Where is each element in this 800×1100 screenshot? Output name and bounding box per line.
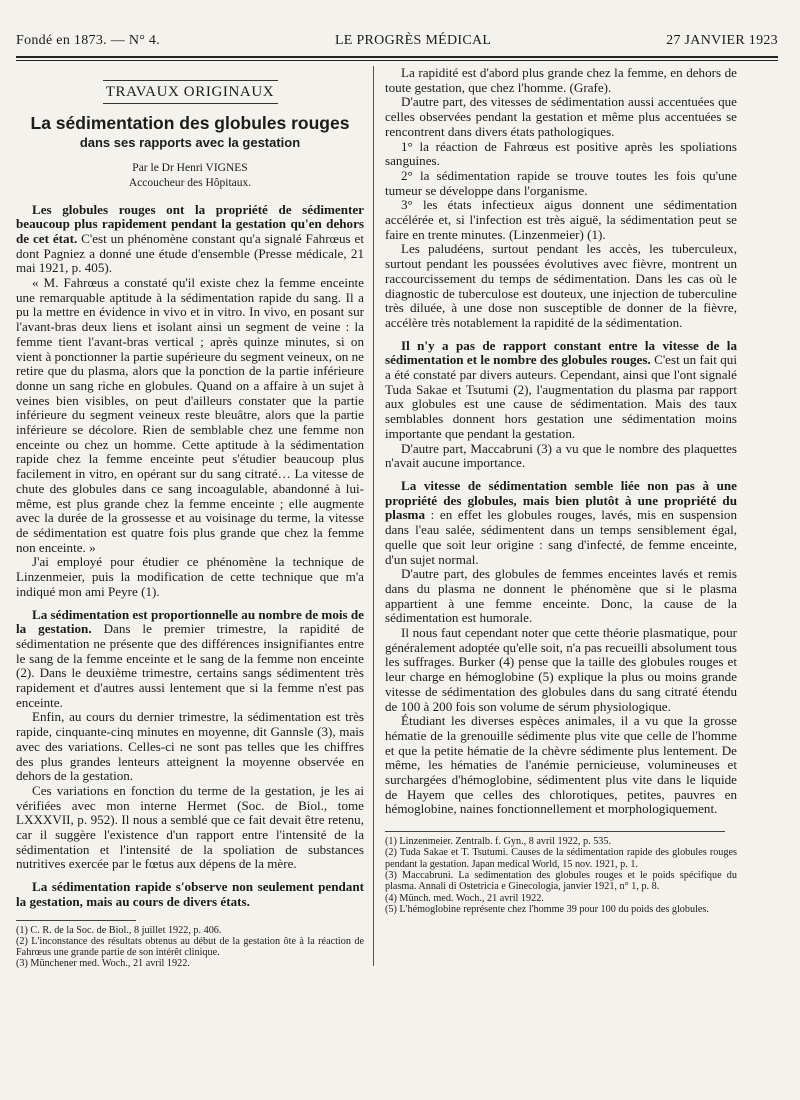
lead-text: La sédimentation est proportionnelle au nombre de mois de la gestation. [16,606,364,637]
footnote: (3) Münchener med. Woch., 21 avril 1922. [16,958,190,970]
section-heading: TRAVAUX ORIGINAUX [103,80,278,104]
paragraph: D'autre part, Maccabruni (3) a vu que le nombre des plaquettes n'avait aucune importance. [385,440,737,471]
paragraph: La rapidité est d'abord plus grande chez la femme, en dehors de toute gestation, que chez l'homme. (Grafe). [385,65,737,95]
paragraph: J'ai employé pour étudier ce phénomène la technique de Linzenmeier, puis la modification de cette technique que m'a indiqué mon ami Peyre (1). [16,554,364,599]
paragraph [16,203,364,277]
page-header [16,33,778,55]
journal-title: LE PROGRÈS MÉDICAL [334,33,492,48]
article-subtitle: dans ses rapports avec la gestation [79,135,301,151]
lead-text: La vitesse de sédimentation semble liée non pas à une propriété des globules, mais bien plutôt à une propriété du plasma [385,477,737,523]
issue-date: 27 JANVIER 1923 [666,33,778,48]
author-byline: Par le Dr Henri VIGNES [132,162,248,175]
paragraph: Enfin, au cours du dernier trimestre, la sédimentation est très rapide, cinquante-cinq minutes en moyenne, dit Gannsle (3), mais avec des variations. Celles-ci ne sont pas telles que les chiffres des plus grandes lenteurs atteignent la moyenne observée en dehors de la gestation. [16,709,364,784]
founded-line: Fondé en 1873. — N° 4. [16,33,161,48]
paragraph [16,608,364,711]
body-text: : en effet les globules rouges, lavés, mis en suspension dans l'eau salée, sédimentent dans un temps sensiblement égal, quelle que soit leur origine : sang d'infecté, de femme enceinte, d'un sujet normal. [385,507,737,567]
paragraph: D'autre part, des vitesses de sédimentation aussi accentuées que celles observées pendant la gestation et même plus accentuées se rencontrent dans divers états pathologiques. [385,94,737,139]
lead-text: Il n'y a pas de rapport constant entre la vitesse de la sédimentation et le nombre des globules rouges. [385,337,737,368]
author-role: Accoucheur des Hôpitaux. [128,176,252,189]
paragraph: D'autre part, des globules de femmes enceintes lavés et remis dans du plasma ne donnent le phénomène que si le plasma appartient à une femme enceinte. Donc, la cause de la sédimentation est humorale. [385,566,737,626]
paragraph: 2° la sédimentation rapide se trouve toutes les fois qu'une tumeur se développe dans l'organisme. [385,167,737,198]
body-text: C'est un phénomène constant qu'a signalé Fahrœus et dont Pagniez a donné une étude d'ensemble (Presse médicale, 21 mai 1921, p. 405). [16,230,364,276]
left-column [16,66,364,970]
footnote: (2) L'inconstance des résultats obtenus au début de la gestation ôte à la réaction de Fahrœus une grande partie de son intérêt clinique. [16,935,364,959]
paragraph: Les paludéens, surtout pendant les accès, les tuberculeux, surtout pendant les poussées évolutives avec fièvre, montrent un raccourcissement du temps de sédimentation. Dans les cas où le diagnostic de tuberculose est douteux, une injection de tuberculine très diluée, à une dose non susceptible de donner de la fièvre, accélère très notablement la rapidité de la sédimentation. [385,241,737,330]
paragraph: « M. Fahrœus a constaté qu'il existe chez la femme enceinte une remarquable aptitude à la sédimentation rapide du sang. Il a pu la mettre en évidence in vivo et in vitro. In vivo, en posant sur l'avant-bras deux liens et isolant ainsi un segment de veine : la femme tient l'avant-bras vertical ; après quinze minutes, si on vient à ponctionner la partie supérieure du segment veineux, on ne retire que du plasma, alors que la ponction de la partie inférieure donne un sang riche en globules. Quand on a affaire à un sujet à veines bien visibles, on peut d'ailleurs constater que la partie inférieure du segment veineux reste bleuâtre, alors que la partie inférieure se décolore. Rien de semblable chez une femme non enceinte ou chez un homme. Cette aptitude à la sédimentation rapide chez la femme enceinte peut s'étudier beaucoup plus facilement in vitro, en opérant sur du sang citraté… La vitesse de chute des globules dans ce sang incoagulable, abandonné à lui-même, est plus grande chez la femme enceinte ; elle augmente avec la durée de la grossesse et au voisinage du terme, la vitesse de sédimentation est quatre fois plus grande que chez la femme non enceinte. » [16,275,364,555]
header-rule [16,56,778,58]
right-column [385,66,737,915]
footnote: (3) Maccabruni. La sedimentation des globules rouges et le poids spécifique du plasma. Annali di Ostetricia e Ginecologia, janvier 1921, n° 1, p. 8. [385,870,737,893]
article-title: La sédimentation des globules rouges [30,112,350,133]
footnote: (5) L'hémoglobine représente chez l'homme 39 pour 100 du poids des globules. [385,903,709,915]
paragraph: Étudiant les diverses espèces animales, il a vu que la grosse hématie de la grenouille sédimente plus vite que celle de l'homme et que la petite hématie de la chèvre sédimente plus lentement. De même, les hématies de l'anémie pernicieuse, volumineuses et surchargées d'hémoglobine, sédimentent plus vite dans le liquide de Hayem que celles des chlorotiques, petites, pauvres en hémoglobine, naines fonctionnellement et morphologiquement. [385,713,737,817]
paragraph: Il nous faut cependant noter que cette théorie plasmatique, pour généralement adoptée qu'elle soit, n'a pas recueilli absolument tous les suffrages. Burker (4) pense que la taille des globules rouges et leur charge en hémoglobine (5) explique la plus ou moins grande vitesse de sédimentation des globules dans du sang citraté étendu de 100 à 200 fois son volume de sérum physiologique. [385,625,737,714]
footnote: (1) C. R. de la Soc. de Biol., 8 juillet 1922, p. 406. [16,924,222,936]
paragraph [385,339,737,442]
header-rule-thin [16,60,778,61]
footnote-rule [385,831,725,832]
footnote: (2) Tuda Sakae et T. Tsutumi. Causes de la sédimentation rapide des globules rouges pendant la gestation. Japan medical World, 15 nov. 1921, p. 1. [385,847,737,870]
footnote: (4) Münch. med. Woch., 21 avril 1922. [385,892,544,904]
body-text: Dans le premier trimestre, la rapidité de sédimentation ne présente que des différences insignifiantes entre le sang de la femme enceinte et le sang de la femme non enceinte (2). Dans le deuxième trimestre, certains sangs sédimentent très rapidement et d'autres aussi lentement que si la femme n'est pas enceinte. [16,621,364,710]
footnote-rule [16,920,136,921]
paragraph: 3° les états infectieux aigus donnent une sédimentation accélérée et, si l'infection est très aiguë, la sédimentation peut se faire en trente minutes. (Linzenmeier) (1). [385,197,737,242]
paragraph [385,479,737,567]
lead-text: Les globules rouges ont la propriété de sédimenter beaucoup plus rapidement pendant la gestation qu'en dehors de cet état. [16,201,364,246]
paragraph: Ces variations en fonction du terme de la gestation, je les ai vérifiées avec mon interne Hermet (Soc. de Biol., tome LXXXVII, p. 952). Il nous a semblé que ce fait devait être retenu, car il suggère l'existence d'un rapport entre l'intensité de la sédimentation et l'intensité de la spoliation de substances nutritives exercée par le fœtus aux dépens de la mère. [16,782,364,872]
paragraph: La sédimentation rapide s'observe non seulement pendant la gestation, mais au cours de divers états. [16,879,364,909]
paragraph: 1° la réaction de Fahrœus est positive après les spoliations sanguines. [385,138,737,169]
column-divider [373,66,374,966]
footnote: (1) Linzenmeier. Zentralb. f. Gyn., 8 avril 1922, p. 535. [385,836,612,848]
body-text: C'est un fait qui a été constaté par divers auteurs. Cependant, ainsi que l'ont signalé Tuda Sakae et Tsutumi (2), l'augmentation du plasma par rapport aux globules est une cause de sédimentation. Mais des taux semblables donnent hors gestation une sédimentation moins importante que pendant la gestation. [385,352,737,441]
